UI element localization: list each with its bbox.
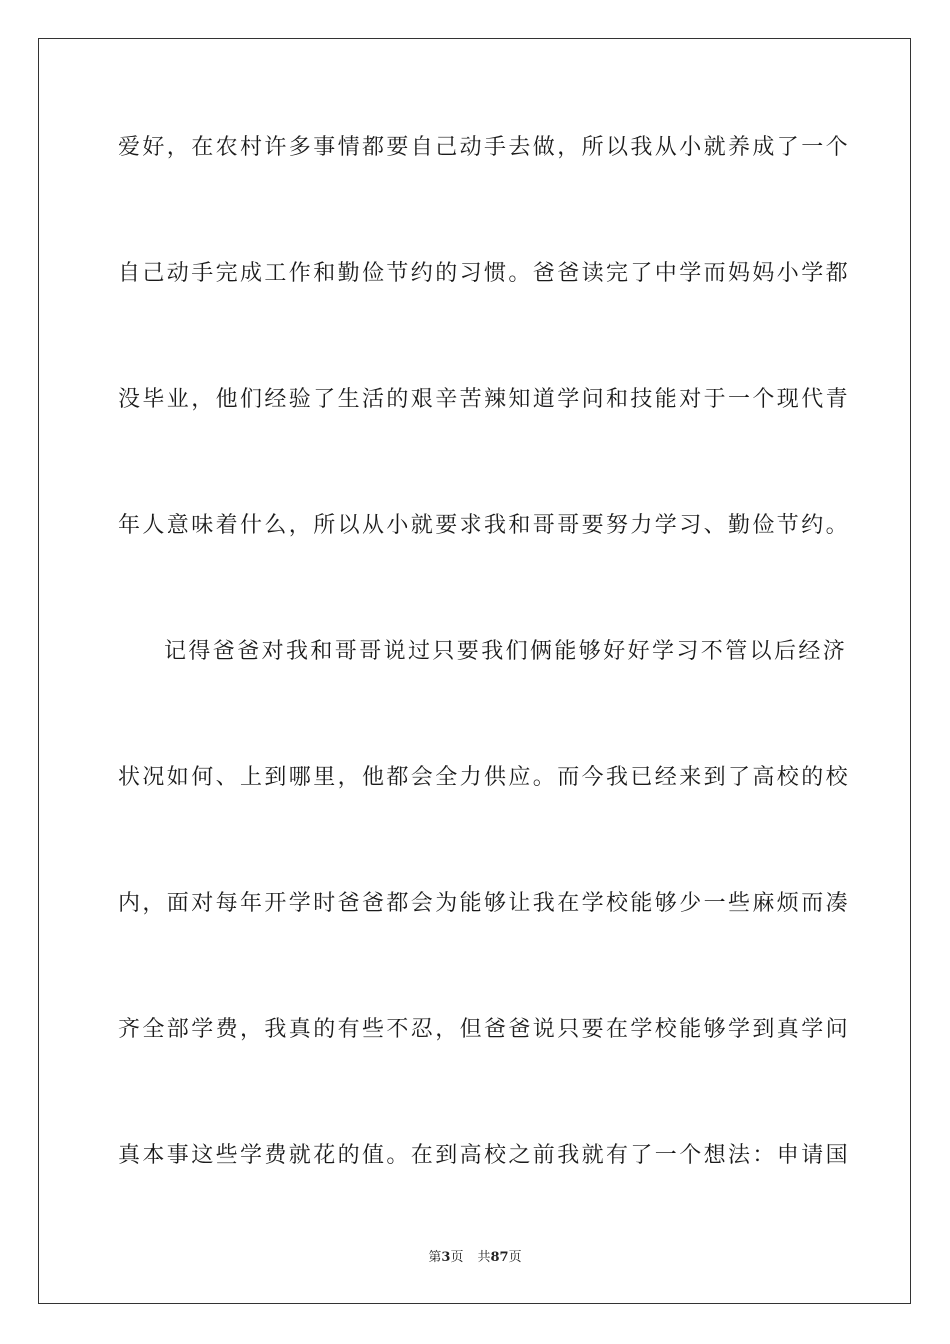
document-body: [118, 128, 851, 1262]
text-line: 状况如何、上到哪里，他都会全力供应。而今我已经来到了高校的校: [118, 765, 851, 790]
text-line: 真本事这些学费就花的值。在到高校之前我就有了一个想法：申请国: [118, 1143, 851, 1168]
text-line: 年人意味着什么，所以从小就要求我和哥哥要努力学习、勤俭节约。: [118, 513, 851, 538]
page-footer: [0, 1249, 950, 1267]
total-prefix: 共: [477, 1250, 491, 1265]
text-line: 齐全部学费，我真的有些不忍，但爸爸说只要在学校能够学到真学问: [118, 1017, 851, 1042]
paragraph-first-line: 记得爸爸对我和哥哥说过只要我们俩能够好好学习不管以后经济: [164, 639, 848, 664]
text-line: 没毕业，他们经验了生活的艰辛苦辣知道学问和技能对于一个现代青: [118, 387, 851, 412]
total-suffix: 页: [508, 1250, 522, 1265]
page-number: 3: [441, 1250, 451, 1265]
text-line: 自己动手完成工作和勤俭节约的习惯。爸爸读完了中学而妈妈小学都: [118, 261, 851, 286]
total-pages: 87: [490, 1250, 509, 1265]
text-line: 爱好，在农村许多事情都要自己动手去做，所以我从小就养成了一个: [118, 135, 851, 160]
page-prefix: 第: [428, 1250, 442, 1265]
text-line: 内，面对每年开学时爸爸都会为能够让我在学校能够少一些麻烦而凑: [118, 891, 851, 916]
page-suffix: 页: [450, 1250, 464, 1265]
